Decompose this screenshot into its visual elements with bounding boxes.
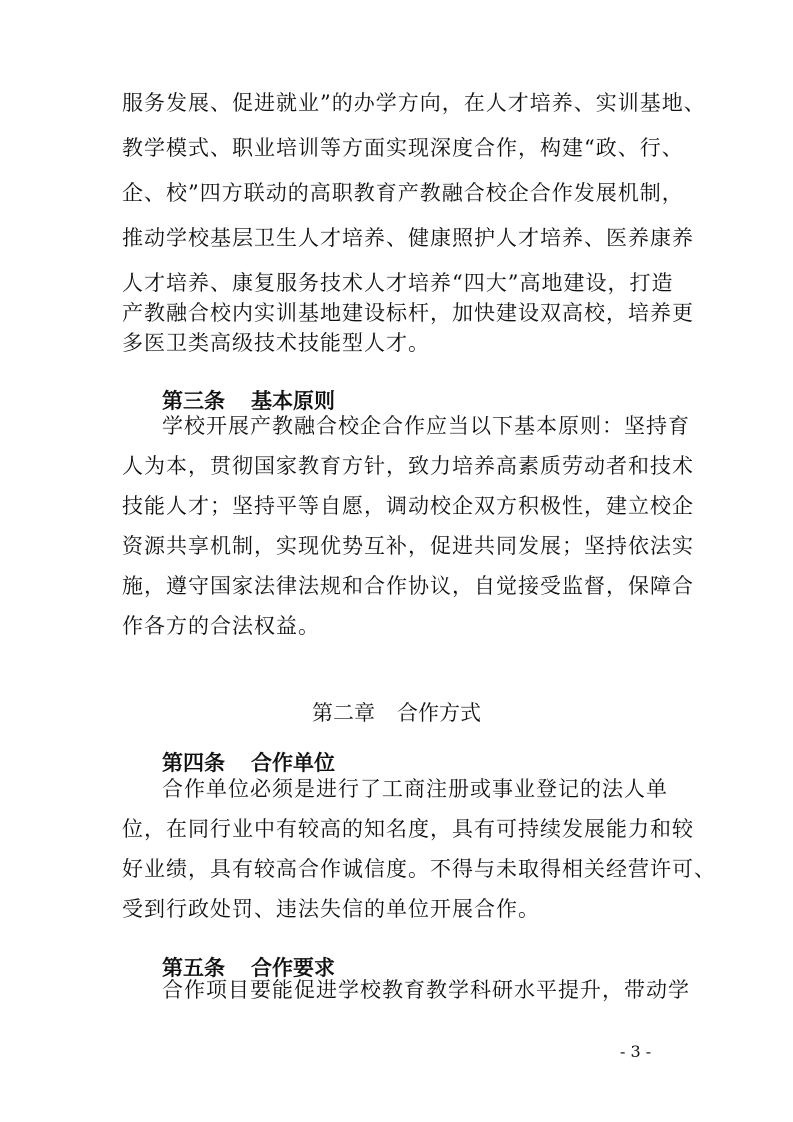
paragraph-line: 企、校”四方联动的高职教育产教融合校企合作发展机制， bbox=[122, 181, 684, 205]
paragraph-line: 施，遵守国家法律法规和合作协议，自觉接受监督，保障合 bbox=[122, 574, 694, 598]
article-3-number: 第三条 bbox=[162, 389, 225, 413]
article-5-title: 合作要求 bbox=[251, 956, 335, 980]
paragraph-line: 作各方的合法权益。 bbox=[122, 614, 320, 638]
article-5-number: 第五条 bbox=[162, 956, 225, 980]
paragraph-line: 合作单位必须是进行了工商注册或事业登记的法人单 bbox=[162, 777, 668, 801]
article-3-title: 基本原则 bbox=[251, 389, 335, 413]
page-number: - 3 - bbox=[620, 1042, 652, 1061]
paragraph-line: 服务发展、促进就业”的办学方向，在人才培养、实训基地、 bbox=[122, 91, 706, 115]
chapter-2-title: 合作方式 bbox=[397, 701, 481, 725]
paragraph-line: 资源共享机制，实现优势互补，促进共同发展；坚持依法实 bbox=[122, 534, 694, 558]
paragraph-line: 合作项目要能促进学校教育教学科研水平提升，带动学 bbox=[162, 978, 690, 1002]
paragraph-line: 多医卫类高级技术技能型人才。 bbox=[122, 331, 430, 355]
paragraph-line: 受到行政处罚、违法失信的单位开展合作。 bbox=[122, 897, 540, 921]
paragraph-line: 好业绩，具有较高合作诚信度。不得与未取得相关经营许可、 bbox=[122, 857, 716, 881]
article-4-title: 合作单位 bbox=[251, 751, 335, 775]
article-4-number: 第四条 bbox=[162, 751, 225, 775]
paragraph-line: 推动学校基层卫生人才培养、健康照护人才培养、医养康养 bbox=[122, 226, 694, 250]
paragraph-line: 位，在同行业中有较高的知名度，具有可持续发展能力和较 bbox=[122, 817, 694, 841]
paragraph-line: 技能人才；坚持平等自愿，调动校企双方积极性，建立校企 bbox=[122, 494, 694, 518]
paragraph-line: 人为本，贯彻国家教育方针，致力培养高素质劳动者和技术 bbox=[122, 454, 694, 478]
paragraph-line: 教学模式、职业培训等方面实现深度合作，构建“政、行、 bbox=[122, 136, 684, 160]
chapter-2-heading bbox=[0, 698, 793, 728]
paragraph-line: 人才培养、康复服务技术人才培养“四大”高地建设，打造 bbox=[122, 271, 674, 295]
paragraph-line: 学校开展产教融合校企合作应当以下基本原则：坚持育 bbox=[162, 414, 690, 438]
paragraph-line: 产教融合校内实训基地建设标杆，加快建设双高校，培养更 bbox=[122, 301, 694, 325]
chapter-2-number: 第二章 bbox=[312, 701, 375, 725]
